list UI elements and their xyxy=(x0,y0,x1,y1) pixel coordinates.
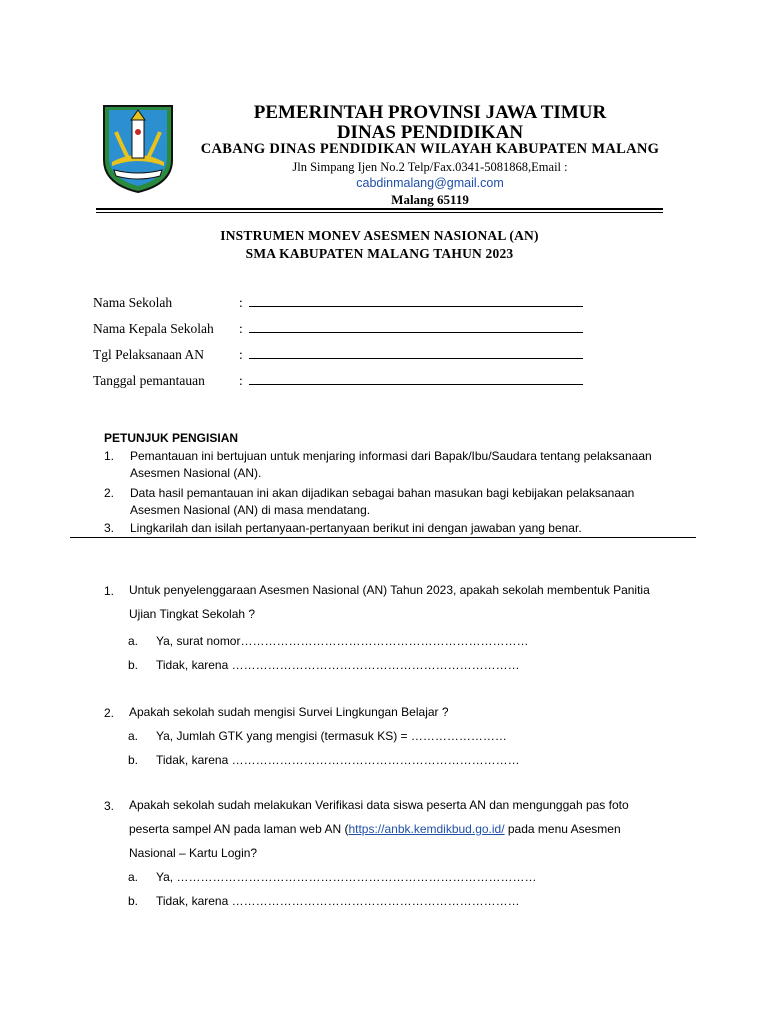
field-tgl-pelaksanaan: Tgl Pelaksanaan AN : xyxy=(93,346,583,363)
letterhead-branch: CABANG DINAS PENDIDIKAN WILAYAH KABUPATEN MALANG xyxy=(200,141,660,157)
fill-line[interactable] xyxy=(249,294,583,307)
question-2-option-a[interactable]: a. Ya, Jumlah GTK yang mengisi (termasuk KS) = …………………… xyxy=(128,729,507,743)
fill-line[interactable] xyxy=(249,320,583,333)
fill-line[interactable] xyxy=(249,346,583,359)
question-3-option-a[interactable]: a. Ya, ……………………………………………………………………………… xyxy=(128,870,537,884)
section-divider xyxy=(70,537,696,538)
letterhead-email[interactable]: cabdinmalang@gmail.com xyxy=(356,176,504,190)
question-2-option-b[interactable]: b. Tidak, karena ……………………………………………………………… xyxy=(128,753,520,767)
field-nama-kepala-sekolah: Nama Kepala Sekolah : xyxy=(93,320,583,337)
letterhead-agency: DINAS PENDIDIKAN xyxy=(336,122,524,143)
question-1-option-a[interactable]: a. Ya, surat nomor……………………………………………………………… xyxy=(128,634,529,648)
letterhead-city: Malang 65119 xyxy=(391,192,469,207)
instructions-title: PETUNJUK PENGISIAN xyxy=(104,431,239,445)
question-3-option-b[interactable]: b. Tidak, karena ……………………………………………………………… xyxy=(128,894,520,908)
document-title: INSTRUMEN MONEV ASESMEN NASIONAL (AN) xyxy=(220,228,539,243)
letterhead-rule-thick xyxy=(96,208,663,210)
field-label: Nama Sekolah xyxy=(93,295,173,310)
anbk-link[interactable]: https://anbk.kemdikbud.go.id/ xyxy=(348,822,505,836)
letterhead-rule-thin xyxy=(96,212,663,213)
document-subtitle: SMA KABUPATEN MALANG TAHUN 2023 xyxy=(245,246,514,261)
field-tanggal-pemantauan: Tanggal pemantauan : xyxy=(93,372,583,389)
fill-line[interactable] xyxy=(249,372,583,385)
letterhead-address: Jln Simpang Ijen No.2 Telp/Fax.0341-5081868,Email : xyxy=(292,160,568,174)
letterhead-province: PEMERINTAH PROVINSI JAWA TIMUR xyxy=(253,102,607,123)
field-label: Nama Kepala Sekolah xyxy=(93,321,214,336)
field-nama-sekolah: Nama Sekolah : xyxy=(93,294,583,311)
field-label: Tanggal pemantauan xyxy=(93,373,205,388)
field-label: Tgl Pelaksanaan AN xyxy=(93,347,204,362)
east-java-emblem-logo xyxy=(98,102,178,194)
question-1-option-b[interactable]: b. Tidak, karena ……………………………………………………………… xyxy=(128,658,520,672)
